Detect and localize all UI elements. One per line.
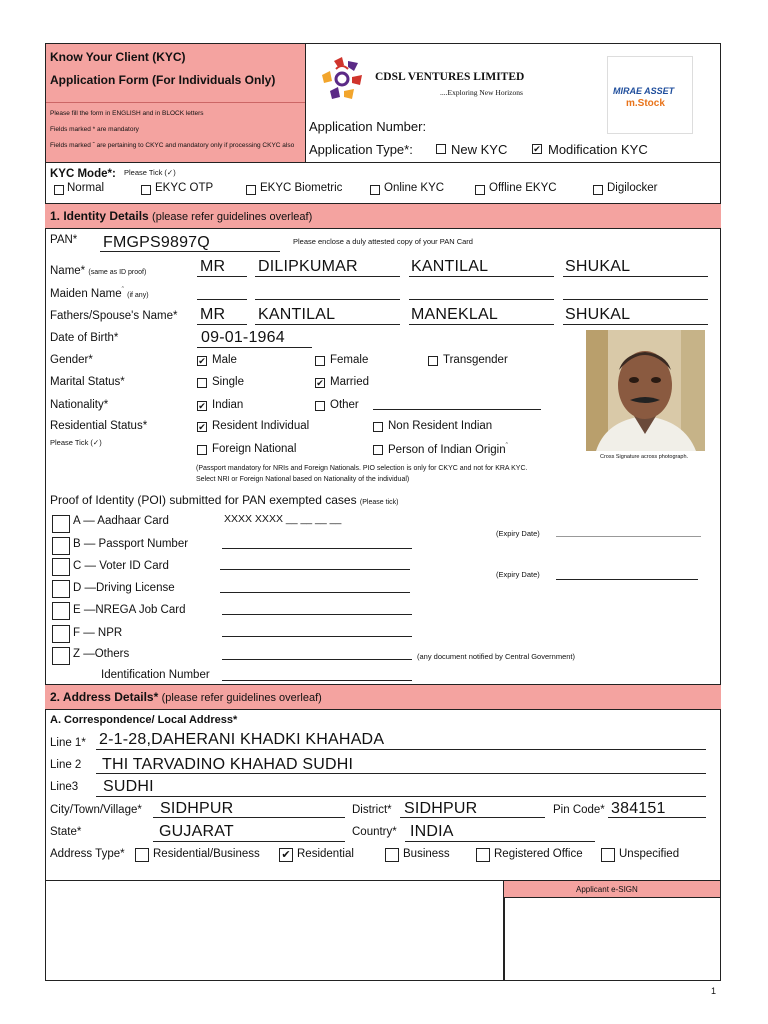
country-label: Country* <box>352 826 397 838</box>
pan-value[interactable]: FMGPS9897Q <box>103 234 210 251</box>
kyc-mode-digilocker: Digilocker <box>607 182 658 194</box>
gender-female-checkbox[interactable] <box>315 356 325 366</box>
note-mandatory: Fields marked * are mandatory <box>50 126 139 133</box>
identity-section-header <box>45 203 721 229</box>
correspondence-title: A. Correspondence/ Local Address* <box>50 714 238 726</box>
kyc-mode-online: Online KYC <box>384 182 445 194</box>
poi-npr: F — NPR <box>73 627 123 639</box>
name-label: Name* (same as ID proof) <box>50 265 147 277</box>
poi-others-checkbox[interactable] <box>52 647 70 665</box>
maiden-label: Maiden Name$^ˆ$ (if any) <box>50 287 149 300</box>
resident-individual: Resident Individual <box>212 420 310 432</box>
marital-label: Marital Status* <box>50 376 125 388</box>
poi-nrega-checkbox[interactable] <box>52 602 70 620</box>
marital-single: Single <box>212 376 244 388</box>
type-registered-office-checkbox[interactable] <box>476 848 490 862</box>
poi-driving: D —Driving License <box>73 582 175 594</box>
address-line3[interactable]: SUDHI <box>103 778 154 795</box>
father-title[interactable]: MR <box>200 306 226 323</box>
poi-title: Proof of Identity (POI) submitted for PAN exempted cases (Please tick) <box>50 493 399 507</box>
gender-female: Female <box>330 354 369 366</box>
modification-kyc-label: Modification KYC <box>548 142 648 157</box>
type-business-checkbox[interactable] <box>385 848 399 862</box>
kyc-mode-tick-note: Please Tick (✓) <box>124 168 176 177</box>
aadhaar-mask: XXXX XXXX __ __ __ __ <box>224 513 342 525</box>
poi-driving-checkbox[interactable] <box>52 580 70 598</box>
dob-label: Date of Birth* <box>50 332 119 344</box>
line1-label: Line 1* <box>50 737 86 749</box>
father-last[interactable]: SHUKAL <box>565 306 631 323</box>
photo-caption: Cross Signature across photograph. <box>600 454 689 460</box>
company-name: CDSL VENTURES LIMITED <box>375 71 525 83</box>
address-section-header <box>45 684 721 710</box>
pan-label: PAN* <box>50 234 78 246</box>
identity-section-title: 1. Identity Details <box>50 209 149 223</box>
marital-married-checkbox[interactable]: ✔ <box>316 378 324 388</box>
poi-passport-checkbox[interactable] <box>52 537 70 555</box>
address-section-sub: (please refer guidelines overleaf) <box>161 692 322 704</box>
nri-checkbox[interactable] <box>373 422 383 432</box>
type-unspecified-checkbox[interactable] <box>601 848 615 862</box>
cdsl-logo-icon <box>314 55 370 107</box>
pan-note: Please enclose a duly attested copy of your PAN Card <box>293 237 473 246</box>
identity-section-sub: (please refer guidelines overleaf) <box>152 211 313 223</box>
identification-number-label: Identification Number <box>101 669 210 681</box>
kyc-mode-ekyc-bio: EKYC Biometric <box>260 182 343 194</box>
nationality-indian: Indian <box>212 399 244 411</box>
expiry-label-2: (Expiry Date) <box>496 570 540 579</box>
address-type-label: Address Type* <box>50 848 125 860</box>
kyc-mode-label: KYC Mode*: <box>50 168 116 180</box>
father-middle[interactable]: MANEKLAL <box>411 306 498 323</box>
line3-label: Line3 <box>50 781 79 793</box>
kyc-mode-online-checkbox[interactable] <box>370 185 380 195</box>
pin-label: Pin Code* <box>553 804 605 816</box>
poi-aadhaar: A — Aadhaar Card <box>73 515 169 527</box>
city-label: City/Town/Village* <box>50 804 142 816</box>
others-note: (any document notified by Central Government) <box>417 652 575 661</box>
mstock-logo-text: m.Stock <box>626 98 665 109</box>
note-ckyc: Fields marked ˆ are pertaining to CKYC and mandatory only if processing CKYC also <box>50 142 295 149</box>
pin-value[interactable]: 384151 <box>611 800 666 817</box>
poi-npr-checkbox[interactable] <box>52 625 70 643</box>
form-subtitle: Application Form (For Individuals Only) <box>50 73 276 87</box>
father-first[interactable]: KANTILAL <box>258 306 336 323</box>
gender-transgender-checkbox[interactable] <box>428 356 438 366</box>
poi-nrega: E —NREGA Job Card <box>73 604 186 616</box>
name-middle[interactable]: KANTILAL <box>411 258 489 275</box>
new-kyc-label: New KYC <box>451 142 508 157</box>
app-number-label: Application Number: <box>309 119 427 134</box>
pio-label: Person of Indian Origin$^ˆ$ <box>388 443 508 456</box>
type-business: Business <box>403 848 450 860</box>
poi-others: Z —Others <box>73 648 130 660</box>
type-res-business: Residential/Business <box>153 848 260 860</box>
type-residential-checkbox[interactable]: ✔ <box>279 848 293 862</box>
father-label: Fathers/Spouse's Name* <box>50 310 178 322</box>
nationality-other-checkbox[interactable] <box>315 401 325 411</box>
form-title: Know Your Client (KYC) <box>50 50 186 64</box>
kyc-mode-normal-checkbox[interactable] <box>54 185 64 195</box>
pio-checkbox[interactable] <box>373 445 383 455</box>
foreign-national-checkbox[interactable] <box>197 445 207 455</box>
expiry-label-1: (Expiry Date) <box>496 529 540 538</box>
state-value[interactable]: GUJARAT <box>159 823 234 840</box>
gender-male-checkbox[interactable]: ✔ <box>198 356 206 366</box>
applicant-photo <box>586 330 705 451</box>
country-value[interactable]: INDIA <box>410 823 454 840</box>
district-label: District* <box>352 804 392 816</box>
resident-individual-checkbox[interactable]: ✔ <box>198 422 206 432</box>
app-type-label: Application Type*: <box>309 142 413 157</box>
residential-label: Residential Status* <box>50 420 148 432</box>
type-residential: Residential <box>297 848 354 860</box>
type-res-business-checkbox[interactable] <box>135 848 149 862</box>
kyc-mode-ekyc-otp-checkbox[interactable] <box>141 185 151 195</box>
passport-note-2: Select NRI or Foreign National based on Nationality of the individual) <box>196 476 410 483</box>
type-registered-office: Registered Office <box>494 848 583 860</box>
kyc-mode-digilocker-checkbox[interactable] <box>593 185 603 195</box>
kyc-mode-ekyc-bio-checkbox[interactable] <box>246 185 256 195</box>
page-number: 1 <box>711 986 717 996</box>
company-tagline: ....Exploring New Horizons <box>440 88 523 97</box>
poi-passport: B — Passport Number <box>73 538 189 550</box>
name-last[interactable]: SHUKAL <box>565 258 631 275</box>
nationality-indian-checkbox[interactable]: ✔ <box>198 401 206 411</box>
name-title[interactable]: MR <box>200 258 226 275</box>
passport-note-1: (Passport mandatory for NRIs and Foreign Nationals. PIO selection is only for CKYC and not for KRA KYC. <box>196 465 528 472</box>
state-label: State* <box>50 826 82 838</box>
kyc-mode-ekyc-otp: EKYC OTP <box>155 182 214 194</box>
kyc-mode-offline: Offline EKYC <box>489 182 557 194</box>
nri-label: Non Resident Indian <box>388 420 493 432</box>
line2-label: Line 2 <box>50 759 82 771</box>
esign-box[interactable] <box>505 898 720 980</box>
gender-male: Male <box>212 354 237 366</box>
poi-voter-checkbox[interactable] <box>52 558 70 576</box>
address-line2[interactable]: THI TARVADINO KHAHAD SUDHI <box>102 756 354 773</box>
residential-tick-note: Please Tick (✓) <box>50 438 102 447</box>
address-section-title: 2. Address Details* <box>50 690 159 704</box>
kyc-mode-normal: Normal <box>67 182 105 194</box>
nationality-label: Nationality* <box>50 399 109 411</box>
gender-label: Gender* <box>50 354 93 366</box>
foreign-national: Foreign National <box>212 443 297 455</box>
marital-married: Married <box>330 376 369 388</box>
address-line1[interactable]: 2-1-28,DAHERANI KHADKI KHAHADA <box>99 731 385 748</box>
dob-value[interactable]: 09-01-1964 <box>201 329 285 346</box>
kyc-mode-offline-checkbox[interactable] <box>475 185 485 195</box>
name-first[interactable]: DILIPKUMAR <box>258 258 358 275</box>
poi-voter: C — Voter ID Card <box>73 560 169 572</box>
type-unspecified: Unspecified <box>619 848 680 860</box>
new-kyc-checkbox[interactable] <box>436 144 446 154</box>
district-value[interactable]: SIDHPUR <box>404 800 478 817</box>
esign-label: Applicant e-SIGN <box>576 885 638 894</box>
poi-aadhaar-checkbox[interactable] <box>52 515 70 533</box>
marital-single-checkbox[interactable] <box>197 378 207 388</box>
city-value[interactable]: SIDHPUR <box>160 800 234 817</box>
modification-kyc-checkbox[interactable]: ✔ <box>533 144 541 154</box>
mirae-logo-text: MIRAE ASSET <box>613 86 675 96</box>
nationality-other: Other <box>330 399 359 411</box>
note-english: Please fill the form in ENGLISH and in BLOCK letters <box>50 110 204 117</box>
gender-transgender: Transgender <box>443 354 508 366</box>
